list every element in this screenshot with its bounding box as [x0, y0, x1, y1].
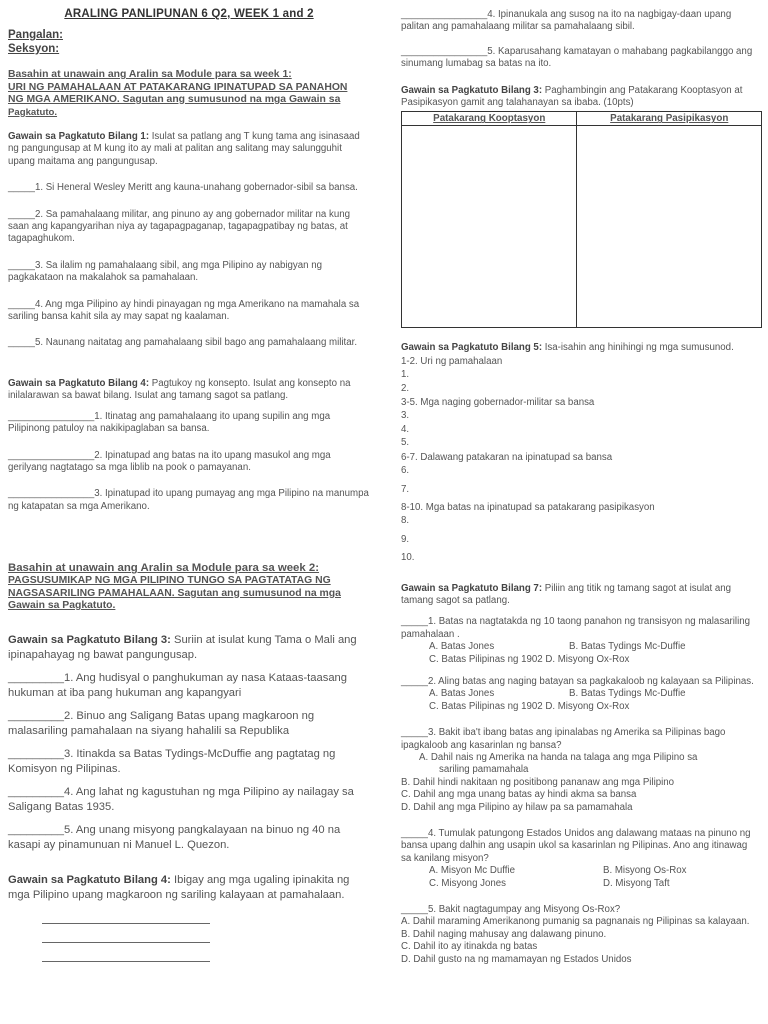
enum-line: 3. [401, 410, 410, 422]
choice-option[interactable]: C. Dahil ito ay itinakda ng batas [401, 941, 538, 953]
week1-instruction-line: Pagkatuto. [8, 106, 58, 118]
choice-row [401, 865, 760, 877]
question-item: _____2. Sa pamahalaang militar, ang pinuno ay ang gobernador militar na kung saan ang kapangyarihan niya ay tagapagpaganap, tagapagpatibay ng batas, at tagapaghukom. [8, 208, 350, 245]
question-item: _____1. Si Heneral Wesley Meritt ang kauna-unahang gobernador-sibil sa bansa. [8, 182, 358, 194]
right-gawain3-intro [401, 85, 760, 110]
week1-instruction [8, 69, 370, 119]
right-column [401, 0, 760, 966]
enum-line: 4. [401, 423, 410, 435]
choice-row [401, 641, 760, 653]
question-item: _________5. Ang unang misyong pangkalayaan na binuo ng 40 na kasapi ay pinamunuan ni Manuel L. Quezon. [8, 823, 341, 851]
enum-line: 1. [401, 369, 410, 381]
gawain-heading: Gawain sa Pagkatuto Bilang 5: [401, 342, 543, 354]
choice-option[interactable]: B. Dahil hindi nakitaan ng positibong pananaw ang mga Pilipino [401, 776, 675, 788]
week2-gawain3-intro [8, 633, 370, 663]
table-header-kooptasyon: Patakarang Kooptasyon [402, 112, 577, 126]
question-item: _________2. Binuo ang Saligang Batas upang magkaroon ng malasariling pamahalaan na siyang hahalili sa Republika [8, 709, 315, 737]
gawain-instructions: Isa-isahin ang hinihingi ng mga sumusunod. [542, 342, 734, 354]
enum-line: 10. [401, 552, 415, 564]
question-item: _____3. Sa ilalim ng pamahalaang sibil, ang mga Pilipino ay nabigyan ng pagkakataon na makalahok sa pamahalaan. [8, 259, 322, 284]
gawain-instructions: Pagtukoy ng konsepto. Isulat ang konsepto na inilalarawan sa bawat bilang. Isulat ang tamang sagot sa patlang. [8, 377, 351, 402]
enum-line: 7. [401, 483, 410, 495]
question-item: ________________3. Ipinatupad ito upang pumayag ang mga Pilipino na manumpa ng katapatan sa mga Amerikano. [8, 488, 369, 512]
answer-line[interactable] [42, 924, 210, 943]
comparison-table [401, 111, 762, 328]
enum-line: 8-10. Mga batas na ipinatupad sa patakarang pasipikasyon [401, 501, 655, 513]
gawain-heading: Gawain sa Pagkatuto Bilang 1: [8, 131, 150, 142]
question-item: ________________1. Itinatag ang pamahalaang ito upang supilin ang mga Pilipinong patuloy na nakikipaglaban sa bansa. [8, 410, 331, 435]
seksyon-label: Seksyon: [8, 43, 60, 55]
choice-option[interactable]: A. Batas Jones [429, 688, 495, 700]
table-cell-kooptasyon[interactable] [402, 126, 577, 328]
page-title: ARALING PANLIPUNAN 6 Q2, WEEK 1 and 2 [64, 8, 314, 20]
question-item: _____5. Bakit nagtagumpay ang Misyong Os-Rox? [401, 904, 621, 916]
table-header-pasipikasyon: Patakarang Pasipikasyon [577, 112, 762, 126]
choice-option[interactable]: A. Dahil maraming Amerikanong pumanig sa pagnanais ng Pilipinas sa kalayaan. [401, 916, 750, 928]
choice-option[interactable]: D. Misyong Taft [603, 877, 670, 889]
gawain-heading: Gawain sa Pagkatuto Bilang 3: [8, 633, 171, 646]
enum-line: 6. [401, 465, 410, 477]
week2-instruction-line: Basahin at unawain ang Aralin sa Module para sa week 2: [8, 562, 320, 575]
choice-row [401, 701, 760, 713]
gawain-heading: Gawain sa Pagkatuto Bilang 7: [401, 582, 543, 594]
right-gawain5-intro [401, 342, 760, 354]
week2-gawain4-intro [8, 873, 370, 903]
week2-instruction-line: PAGSUSUMIKAP NG MGA PILIPINO TUNGO SA PAGTATATAG NG [8, 575, 331, 587]
question-item: _________1. Ang hudisyal o panghukuman ay nasa Kataas-taasang hukuman at iba pang hukuman ang kapangyari [8, 671, 347, 699]
table-cell-pasipikasyon[interactable] [577, 126, 762, 328]
choice-option[interactable]: A. Batas Jones [429, 641, 495, 653]
choice-row [401, 688, 760, 700]
choice-option[interactable]: B. Batas Tydings Mc-Duffie [569, 641, 686, 653]
enum-line: 3-5. Mga naging gobernador-militar sa bansa [401, 397, 595, 409]
answer-line[interactable] [42, 943, 210, 962]
choice-option[interactable]: C. Batas Pilipinas ng 1902 D. Misyong Ox-Rox [429, 700, 630, 712]
question-item: _____1. Batas na nagtatakda ng 10 taong panahon ng transisyon ng malasariling pamahalaan . [401, 616, 751, 640]
left-column [8, 0, 370, 962]
choice-option[interactable]: A. Dahil nais ng Amerika na handa na talaga ang mga Pilipino sa [419, 752, 698, 763]
week1-gawain1-intro [8, 131, 370, 168]
gawain-heading: Gawain sa Pagkatuto Bilang 3: [401, 84, 543, 96]
choice-option[interactable]: D. Dahil gusto na ng mamamayan ng Estados Unidos [401, 953, 632, 965]
gawain-instructions: Piliin ang titik ng tamang sagot at isulat ang tamang sagot sa patlang. [401, 582, 732, 606]
week2-instruction-line: NAGSASARILING PAMAHALAAN. Sagutan ang sumusunod na mga [8, 587, 341, 599]
choice-option[interactable]: B. Dahil naging mahusay ang dalawang pinuno. [401, 928, 607, 940]
question-item: _________4. Ang lahat ng kagustuhan ng mga Pilipino ay nailagay sa Saligang Batas 1935. [8, 785, 354, 813]
enum-line: 5. [401, 437, 410, 449]
choice-option[interactable]: C. Misyong Jones [429, 877, 506, 889]
choice-row [401, 878, 760, 890]
question-item: _____4. Ang mga Pilipino ay hindi pinayagan ng mga Amerikano na mamahala sa sariling bansa kahit sila ay may sapat ng kaalaman. [8, 298, 360, 323]
enum-line: 1-2. Uri ng pamahalaan [401, 355, 503, 367]
question-item: ________________5. Kaparusahang kamatayan o mahabang pagkabilanggo ang sinumang lumabag sa batas na ito. [401, 45, 753, 70]
question-item: _____2. Aling batas ang naging batayan sa pagkakaloob ng kalayaan sa Pilipinas. [401, 675, 754, 687]
gawain-instructions: Suriin at isulat kung Tama o Mali ang ipinapahayag ng bawat pangungusap. [8, 633, 357, 661]
choice-option[interactable]: C. Batas Pilipinas ng 1902 D. Misyong Ox-Rox [429, 653, 630, 665]
week2-instruction [8, 561, 370, 613]
enum-line: 2. [401, 382, 410, 394]
week2-instruction-line: Gawain sa Pagkatuto. [8, 600, 116, 612]
enum-line: 9. [401, 533, 410, 545]
question-item: ________________2. Ipinatupad ang batas na ito upang masukol ang mga gerilyang nagtatago sa mga liblib na pook o pamayanan. [8, 449, 331, 473]
pangalan-label: Pangalan: [8, 29, 63, 41]
week1-instruction-line: URI NG PAMAHALAAN AT PATAKARANG IPINATUPAD SA PANAHON [8, 81, 348, 93]
question-item: _____5. Naunang naitatag ang pamahalaang sibil bago ang pamahalaang militar. [8, 337, 358, 349]
gawain-heading: Gawain sa Pagkatuto Bilang 4: [8, 377, 150, 389]
week1-instruction-line: Basahin at unawain ang Aralin sa Module para sa week 1: [8, 69, 292, 80]
gawain-instructions: Isulat sa patlang ang T kung tama ang isinasaad ng pangungusap at M kung ito ay mali at palitan ang salitang may salungguhit upang maitama ang pangungusap. [8, 131, 360, 167]
choice-option[interactable]: B. Misyong Os-Rox [603, 865, 687, 877]
gawain-instructions: Ibigay ang mga ugaling ipinakita ng mga Pilipino upang magkaroon ng sariling kalayaan at pamahalaan. [8, 873, 350, 901]
answer-line[interactable] [42, 905, 210, 924]
choice-option[interactable]: C. Dahil ang mga unang batas ay hindi akma sa bansa [401, 789, 637, 801]
choice-option[interactable]: D. Dahil ang mga Pilipino ay hilaw pa sa pamamahala [401, 801, 633, 813]
question-item: ________________4. Ipinanukala ang susog na ito na nagbigay-daan upang palitan ang pamahalaang militar sa pamahalaang sibil. [401, 9, 732, 33]
enum-line: 6-7. Dalawang patakaran na ipinatupad sa bansa [401, 451, 613, 463]
week1-instruction-line: NG MGA AMERIKANO. Sagutan ang sumusunod na mga Gawain sa [8, 94, 341, 105]
question-item: _________3. Itinakda sa Batas Tydings-McDuffie ang pagtatag ng Komisyon ng Pilipinas. [8, 747, 336, 775]
gawain-instructions: Paghambingin ang Patakarang Kooptasyon at Pasipikasyon gamit ang talahanayan sa ibaba. (10pts) [401, 84, 743, 109]
enum-line: 8. [401, 515, 410, 527]
gawain-heading: Gawain sa Pagkatuto Bilang 4: [8, 873, 171, 886]
choice-option[interactable]: B. Batas Tydings Mc-Duffie [569, 688, 686, 700]
question-item: _____4. Tumulak patungong Estados Unidos ang dalawang mataas na pinuno ng bansa upang dalhin ang usapin ukol sa kasarinlan ng Pilipinas. Ano ang itinawag sa kanilang misyon? [401, 828, 751, 864]
right-gawain7-intro [401, 583, 760, 608]
choice-option[interactable]: A. Misyon Mc Duffie [429, 865, 515, 877]
choice-option-continued: sariling pamamahala [439, 764, 529, 776]
question-item: _____3. Bakit iba't ibang batas ang ipinalabas ng Amerika sa Pilipinas bago ipagkaloob ang kasarinlan ng bansa? [401, 727, 726, 751]
week1-gawain4-intro [8, 378, 370, 403]
choice-row [401, 654, 760, 666]
